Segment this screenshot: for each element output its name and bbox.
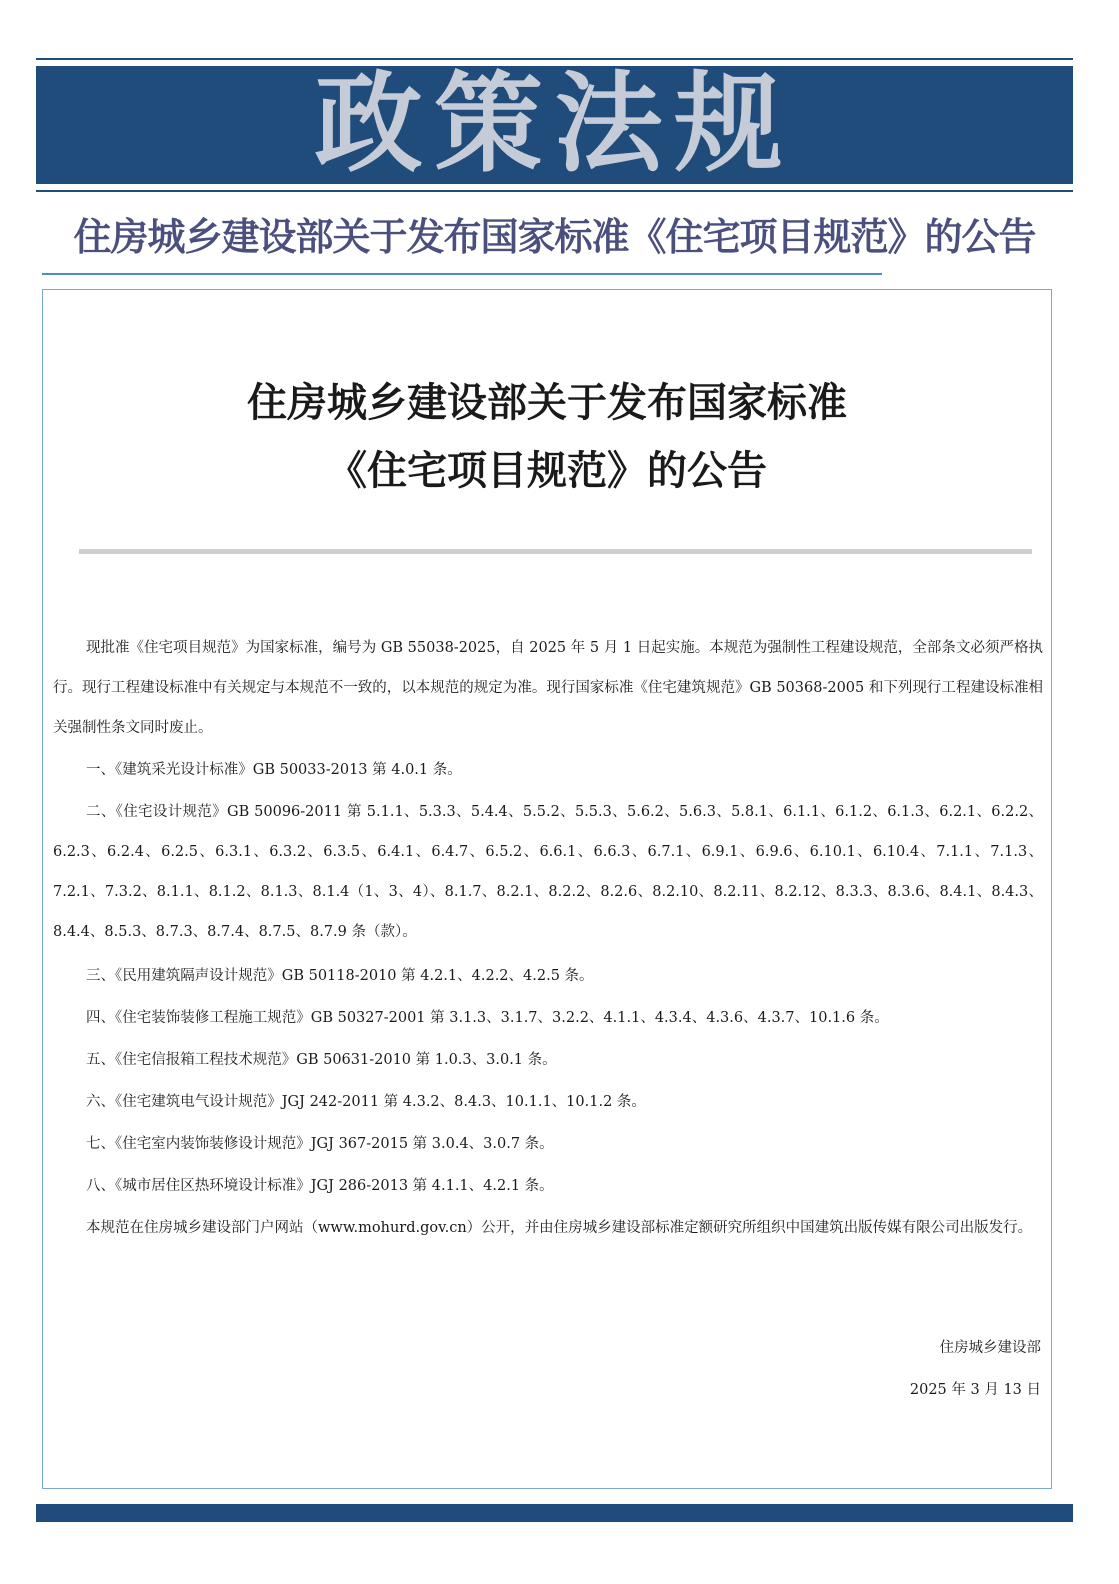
footer-bar — [36, 1504, 1073, 1522]
list-item-5: 五、《住宅信报箱工程技术规范》GB 50631-2010 第 1.0.3、3.0.1 条。 — [86, 1052, 557, 1068]
document-title-line-1: 住房城乡建设部关于发布国家标准 — [247, 380, 847, 426]
content-frame — [42, 289, 1052, 1489]
title-divider — [79, 549, 1032, 554]
list-item-7: 七、《住宅室内装饰装修设计规范》JGJ 367-2015 第 3.0.4、3.0.7 条。 — [86, 1136, 554, 1152]
page-subtitle: 住房城乡建设部关于发布国家标准《住宅项目规范》的公告 — [73, 215, 1036, 259]
list-item-4: 四、《住宅装饰装修工程施工规范》GB 50327-2001 第 3.1.3、3.1.7、3.2.2、4.1.1、4.3.4、4.3.6、4.3.7、10.1.6 条。 — [86, 1010, 889, 1026]
issue-date: 2025 年 3 月 13 日 — [909, 1382, 1041, 1398]
list-item-2: 二、《住宅设计规范》GB 50096-2011 第 5.1.1、5.3.3、5.4.4、5.5.2、5.5.3、5.6.2、5.6.3、5.8.1、6.1.1、6.1.2、6.1.3、6.2.1、6.2.2、6.2.3、6.2.4、6.2.5、6.3.1、6.3.2、6.3.5、6.4.1、6.4.7、6.5.2、6.6.1、6.6.3、6.7.1、6.9.1、6.9.6、6.10.1、6.10.4、7.1.1、7.1.3、7.2.1、7.3.2、8.1.1、8.1.2、8.1.3、8.1.4（1、3、4）、8.1.7、8.2.1、8.2.2、8.2.6、8.2.10、8.2.11、8.2.12、8.3.3、8.3.6、8.4.1、8.4.3、8.4.4、8.5.3、8.7.3、8.7.4、8.7.5、8.7.9 条（款）。 — [53, 804, 1043, 940]
banner-title: 政策法规 — [314, 66, 795, 184]
issuer-name: 住房城乡建设部 — [939, 1340, 1041, 1356]
closing-paragraph: 本规范在住房城乡建设部门户网站（www.mohurd.gov.cn）公开，并由住房城乡建设部标准定额研究所组织中国建筑出版传媒有限公司出版发行。 — [86, 1220, 1033, 1236]
list-item-6: 六、《住宅建筑电气设计规范》JGJ 242-2011 第 4.3.2、8.4.3、10.1.1、10.1.2 条。 — [86, 1094, 646, 1110]
document-title-line-2: 《住宅项目规范》的公告 — [327, 448, 767, 494]
banner-bottom-rule — [36, 190, 1073, 192]
list-item-8: 八、《城市居住区热环境设计标准》JGJ 286-2013 第 4.1.1、4.2.1 条。 — [86, 1178, 554, 1194]
list-item-3: 三、《民用建筑隔声设计规范》GB 50118-2010 第 4.2.1、4.2.2、4.2.5 条。 — [86, 968, 594, 984]
top-rule — [36, 58, 1073, 60]
intro-paragraph: 现批准《住宅项目规范》为国家标准，编号为 GB 55038-2025，自 2025 年 5 月 1 日起实施。本规范为强制性工程建设规范，全部条文必须严格执行。现行工程建设标准中有关规定与本规范不一致的，以本规范的规定为准。现行国家标准《住宅建筑规范》GB 50368-2005 和下列现行工程建设标准相关强制性条文同时废止。 — [53, 640, 1043, 736]
subtitle-underline — [42, 273, 882, 275]
banner — [36, 66, 1073, 184]
list-item-1: 一、《建筑采光设计标准》GB 50033-2013 第 4.0.1 条。 — [86, 762, 462, 778]
